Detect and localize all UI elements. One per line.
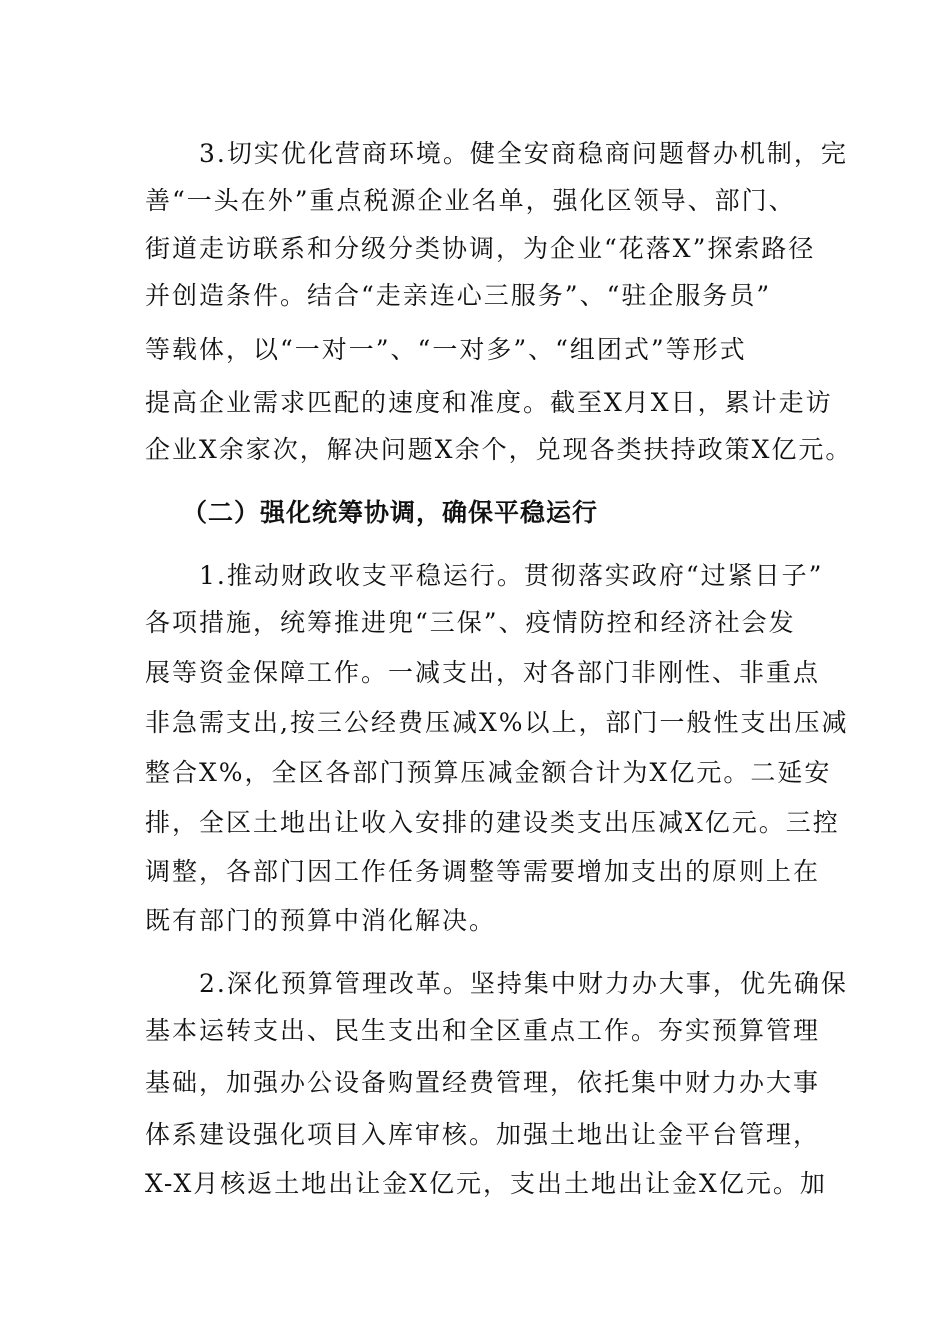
paragraph-line: 体系建设强化项目入库审核。加强土地出让金平台管理， (145, 1120, 821, 1149)
paragraph-line: 并创造条件。结合“走亲连心三服务”、“驻企服务员” (145, 281, 772, 310)
paragraph-line: 基本运转支出、民生支出和全区重点工作。夯实预算管理 (145, 1016, 821, 1045)
paragraph-line: 3.切实优化营商环境。健全安商稳商问题督办机制，完 (145, 139, 848, 168)
paragraph-line: 街道走访联系和分级分类协调，为企业“花落X”探索路径 (145, 234, 816, 263)
paragraph-line: 非急需支出,按三公经费压减X%以上，部门一般性支出压减 (145, 708, 849, 737)
paragraph-line: 企业X余家次，解决问题X余个，兑现各类扶持政策X亿元。 (145, 435, 853, 464)
paragraph-line: 整合X%，全区各部门预算压减金额合计为X亿元。二延安 (145, 758, 832, 787)
section-heading: （二）强化统筹协调，确保平稳运行 (182, 498, 599, 527)
paragraph-line: 调整，各部门因工作任务调整等需要增加支出的原则上在 (145, 857, 821, 886)
paragraph-line: 等载体，以“一对一”、“一对多”、“组团式”等形式 (145, 335, 747, 364)
paragraph-line: 基础，加强办公设备购置经费管理，依托集中财力办大事 (145, 1068, 821, 1097)
paragraph-line: 排，全区土地出让收入安排的建设类支出压减X亿元。三控 (145, 808, 840, 837)
paragraph-line: 1.推动财政收支平稳运行。贯彻落实政府“过紧日子” (145, 561, 824, 590)
paragraph-line: 展等资金保障工作。一减支出，对各部门非刚性、非重点 (145, 658, 821, 687)
paragraph-line: 善“一头在外”重点税源企业名单，强化区领导、部门、 (145, 186, 796, 215)
paragraph-line: 提高企业需求匹配的速度和准度。截至X月X日，累计走访 (145, 388, 833, 417)
paragraph-line: X-X月核返土地出让金X亿元，支出土地出让金X亿元。加 (145, 1169, 827, 1198)
paragraph-line: 2.深化预算管理改革。坚持集中财力办大事，优先确保 (145, 969, 848, 998)
paragraph-line: 既有部门的预算中消化解决。 (145, 906, 497, 935)
paragraph-line: 各项措施，统筹推进兜“三保”、疫情防控和经济社会发 (145, 608, 796, 637)
